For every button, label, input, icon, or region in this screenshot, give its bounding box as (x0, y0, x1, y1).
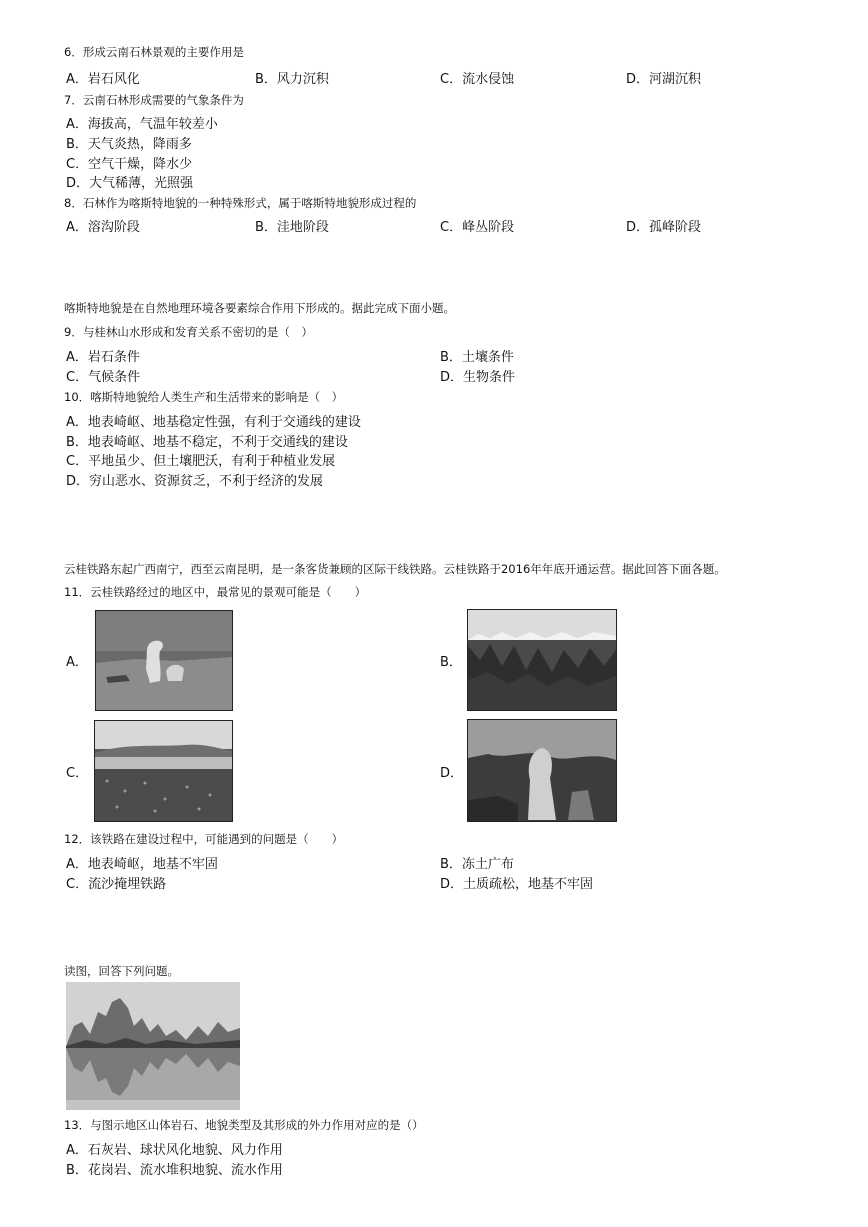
q8-option-a[interactable]: A．溶沟阶段 (66, 220, 140, 235)
q9-option-a[interactable]: A．岩石条件 (66, 350, 140, 365)
q8-option-b[interactable]: B．洼地阶段 (255, 220, 329, 235)
q6-option-d[interactable]: D．河湖沉积 (626, 72, 702, 87)
q6-option-c[interactable]: C．流水侵蚀 (440, 72, 515, 87)
q7-option-a[interactable]: A．海拔高，气温年较差小 (66, 117, 218, 132)
question-10-stem: 10．喀斯特地貌给人类生产和生活带来的影响是（ ） (64, 390, 344, 404)
q6-option-a[interactable]: A．岩石风化 (66, 72, 140, 87)
q9-option-d[interactable]: D．生物条件 (440, 370, 516, 385)
section-intro-karst: 喀斯特地貌是在自然地理环境各要素综合作用下形成的。据此完成下面小题。 (64, 301, 455, 315)
q12-option-a[interactable]: A．地表崎岖，地基不牢固 (66, 857, 218, 872)
question-7-stem: 7．云南石林形成需要的气象条件为 (64, 93, 244, 107)
q11-option-d-label[interactable]: D． (440, 766, 464, 781)
desert-rock-image (96, 611, 232, 710)
q11-option-d-image[interactable] (467, 719, 617, 822)
q8-option-c[interactable]: C．峰丛阶段 (440, 220, 515, 235)
q11-option-a-image[interactable] (95, 610, 233, 711)
q9-option-c[interactable]: C．气候条件 (66, 370, 141, 385)
q6-option-b[interactable]: B．风力沉积 (255, 72, 329, 87)
q10-option-c[interactable]: C．平地虽少、但土壤肥沃，有利于种植业发展 (66, 454, 336, 469)
question-11-stem: 11．云桂铁路经过的地区中，最常见的景观可能是（ ） (64, 585, 367, 599)
q11-option-c-label[interactable]: C． (66, 766, 89, 781)
question-6-stem: 6．形成云南石林景观的主要作用是 (64, 45, 244, 59)
q13-option-b[interactable]: B．花岗岩、流水堆积地貌、流水作用 (66, 1163, 283, 1178)
section-intro-railway: 云桂铁路东起广西南宁，西至云南昆明，是一条客货兼顾的区际干线铁路。云桂铁路于2016年年底开通运营。据此回答下面各题。 (64, 562, 726, 576)
q11-option-a-label[interactable]: A． (66, 655, 88, 670)
section-intro-figure: 读图，回答下列问题。 (64, 964, 179, 978)
rock-pillar-image (468, 720, 616, 821)
q7-option-c[interactable]: C．空气干燥，降水少 (66, 157, 193, 172)
q7-option-b[interactable]: B．天气炎热，降雨多 (66, 137, 192, 152)
question-9-stem: 9．与桂林山水形成和发育关系不密切的是（ ） (64, 325, 313, 339)
q12-option-d[interactable]: D．土质疏松，地基不牢固 (440, 877, 594, 892)
q8-option-d[interactable]: D．孤峰阶段 (626, 220, 702, 235)
q10-option-b[interactable]: B．地表崎岖、地基不稳定，不利于交通线的建设 (66, 435, 348, 450)
grassland-image (95, 721, 232, 821)
mountain-ridges-image (468, 610, 616, 710)
q10-option-d[interactable]: D．穷山恶水、资源贫乏，不利于经济的发展 (66, 474, 324, 489)
q9-option-b[interactable]: B．土壤条件 (440, 350, 514, 365)
q12-option-c[interactable]: C．流沙掩埋铁路 (66, 877, 167, 892)
q13-option-a[interactable]: A．石灰岩、球状风化地貌、风力作用 (66, 1143, 283, 1158)
q11-option-b-image[interactable] (467, 609, 617, 711)
q11-option-c-image[interactable] (94, 720, 233, 822)
karst-peaks-image (66, 982, 240, 1110)
q11-option-b-label[interactable]: B． (440, 655, 462, 670)
q10-option-a[interactable]: A．地表崎岖、地基稳定性强，有利于交通线的建设 (66, 415, 361, 430)
question-13-stem: 13．与图示地区山体岩石、地貌类型及其形成的外力作用对应的是（） (64, 1118, 424, 1132)
q7-option-d[interactable]: D．大气稀薄，光照强 (66, 176, 194, 191)
q12-option-b[interactable]: B．冻土广布 (440, 857, 514, 872)
question-8-stem: 8．石林作为喀斯特地貌的一种特殊形式，属于喀斯特地貌形成过程的 (64, 196, 417, 210)
karst-landscape-figure (66, 982, 240, 1110)
question-12-stem: 12．该铁路在建设过程中，可能遇到的问题是（ ） (64, 832, 344, 846)
